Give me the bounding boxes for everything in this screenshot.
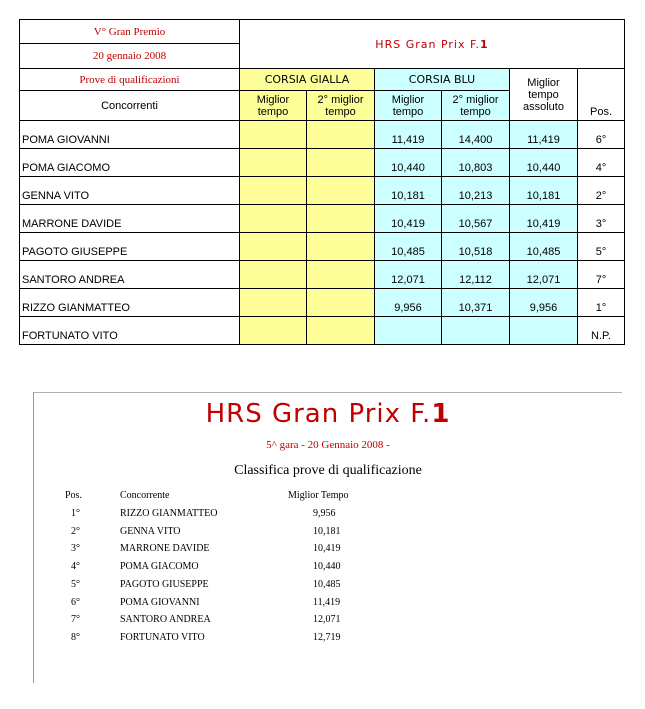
qualification-sheet (19, 19, 625, 345)
report-time: 11,419 (313, 596, 341, 608)
yellow-second-cell (307, 149, 375, 177)
blue-best-cell: 10,181 (375, 177, 442, 205)
blue-second-cell: 10,803 (442, 149, 510, 177)
yellow-second-cell (307, 261, 375, 289)
report-name: RIZZO GIANMATTEO (120, 508, 218, 519)
report-name: POMA GIOVANNI (120, 596, 200, 608)
yellow-best-header: Miglior tempo (240, 91, 307, 121)
report-name: PAGOTO GIUSEPPE (120, 578, 209, 590)
competitor-name: RIZZO GIANMATTEO (20, 289, 240, 317)
competitor-name: SANTORO ANDREA (20, 261, 240, 289)
report-title: HRS Gran Prix F.1 (205, 399, 451, 429)
competitor-name: FORTUNATO VITO (20, 317, 240, 345)
competitor-name: GENNA VITO (20, 177, 240, 205)
report-pos: 4° (71, 561, 80, 573)
blue-second-cell: 12,112 (442, 261, 510, 289)
yellow-best-cell (240, 233, 307, 261)
report-time: 10,485 (313, 578, 341, 590)
best-absolute-cell: 11,419 (510, 121, 578, 149)
report-time: 10,181 (313, 525, 341, 537)
yellow-second-cell (307, 317, 375, 345)
yellow-second-cell (307, 205, 375, 233)
yellow-best-cell (240, 205, 307, 233)
position-cell: 2° (578, 177, 625, 205)
sheet-row (20, 121, 625, 149)
report-time: 10,419 (313, 543, 341, 555)
competitor-name: MARRONE DAVIDE (20, 205, 240, 233)
blue-best-cell: 11,419 (375, 121, 442, 149)
position-cell: 5° (578, 233, 625, 261)
position-cell: 3° (578, 205, 625, 233)
yellow-best-cell (240, 149, 307, 177)
blue-best-cell (375, 317, 442, 345)
yellow-second-cell (307, 233, 375, 261)
event-name: V° Gran Premio (20, 20, 240, 44)
yellow-best-cell (240, 289, 307, 317)
sheet-row (20, 177, 625, 205)
yellow-second-cell (307, 177, 375, 205)
blue-best-cell: 12,071 (375, 261, 442, 289)
report-pos: 7° (71, 614, 80, 626)
yellow-second-header: 2° miglior tempo (307, 91, 375, 121)
sheet-title: HRS Gran Prix F.1 (240, 20, 625, 69)
blue-second-cell (442, 317, 510, 345)
report-pos-header: Pos. (65, 490, 82, 501)
blue-best-cell: 9,956 (375, 289, 442, 317)
best-absolute-cell: 10,485 (510, 233, 578, 261)
sheet-row (20, 205, 625, 233)
competitors-header: Concorrenti (20, 91, 240, 121)
position-header: Pos. (578, 69, 625, 121)
yellow-best-cell (240, 317, 307, 345)
blue-best-cell: 10,440 (375, 149, 442, 177)
report-time: 12,071 (313, 614, 341, 626)
position-cell: 4° (578, 149, 625, 177)
sheet-row (20, 149, 625, 177)
report-pos: 3° (71, 543, 80, 555)
blue-second-header: 2° miglior tempo (442, 91, 510, 121)
report-time: 12,719 (313, 631, 341, 643)
report-pos: 2° (71, 525, 80, 537)
blue-best-cell: 10,419 (375, 205, 442, 233)
competitor-name: PAGOTO GIUSEPPE (20, 233, 240, 261)
best-absolute-cell (510, 317, 578, 345)
position-cell: 7° (578, 261, 625, 289)
blue-second-cell: 10,213 (442, 177, 510, 205)
best-absolute-cell: 12,071 (510, 261, 578, 289)
report-pos: 5° (71, 578, 80, 590)
event-date: 20 gennaio 2008 (20, 44, 240, 69)
sheet-row (20, 261, 625, 289)
competitor-name: POMA GIOVANNI (20, 121, 240, 149)
report-name: POMA GIACOMO (120, 561, 199, 573)
blue-lane-header: CORSIA BLU (375, 69, 510, 91)
qualification-report (33, 392, 622, 683)
report-pos: 8° (71, 631, 80, 643)
sheet-row (20, 233, 625, 261)
blue-second-cell: 14,400 (442, 121, 510, 149)
report-time-header: Miglior Tempo (288, 490, 349, 501)
position-cell: N.P. (578, 317, 625, 345)
report-subtitle: 5^ gara - 20 Gennaio 2008 - (266, 439, 390, 451)
section-label: Prove di qualificazioni (20, 69, 240, 91)
blue-second-cell: 10,371 (442, 289, 510, 317)
yellow-best-cell (240, 261, 307, 289)
yellow-second-cell (307, 289, 375, 317)
yellow-best-cell (240, 177, 307, 205)
yellow-second-cell (307, 121, 375, 149)
blue-second-cell: 10,567 (442, 205, 510, 233)
report-name: GENNA VITO (120, 525, 181, 537)
blue-second-cell: 10,518 (442, 233, 510, 261)
report-name-header: Concorrente (120, 490, 170, 501)
sheet-row (20, 289, 625, 317)
report-name: FORTUNATO VITO (120, 631, 205, 643)
yellow-best-cell (240, 121, 307, 149)
best-absolute-cell: 10,181 (510, 177, 578, 205)
report-pos: 1° (71, 508, 80, 519)
report-pos: 6° (71, 596, 80, 608)
report-time: 9,956 (313, 508, 336, 519)
position-cell: 1° (578, 289, 625, 317)
report-name: MARRONE DAVIDE (120, 543, 210, 555)
blue-best-cell: 10,485 (375, 233, 442, 261)
best-absolute-cell: 10,440 (510, 149, 578, 177)
sheet-row (20, 317, 625, 345)
best-absolute-cell: 10,419 (510, 205, 578, 233)
report-heading: Classifica prove di qualificazione (234, 463, 422, 478)
position-cell: 6° (578, 121, 625, 149)
report-name: SANTORO ANDREA (120, 614, 211, 626)
best-absolute-cell: 9,956 (510, 289, 578, 317)
yellow-lane-header: CORSIA GIALLA (240, 69, 375, 91)
best-absolute-header: Miglior tempo assoluto (510, 69, 578, 121)
competitor-name: POMA GIACOMO (20, 149, 240, 177)
blue-best-header: Miglior tempo (375, 91, 442, 121)
report-time: 10,440 (313, 561, 341, 573)
